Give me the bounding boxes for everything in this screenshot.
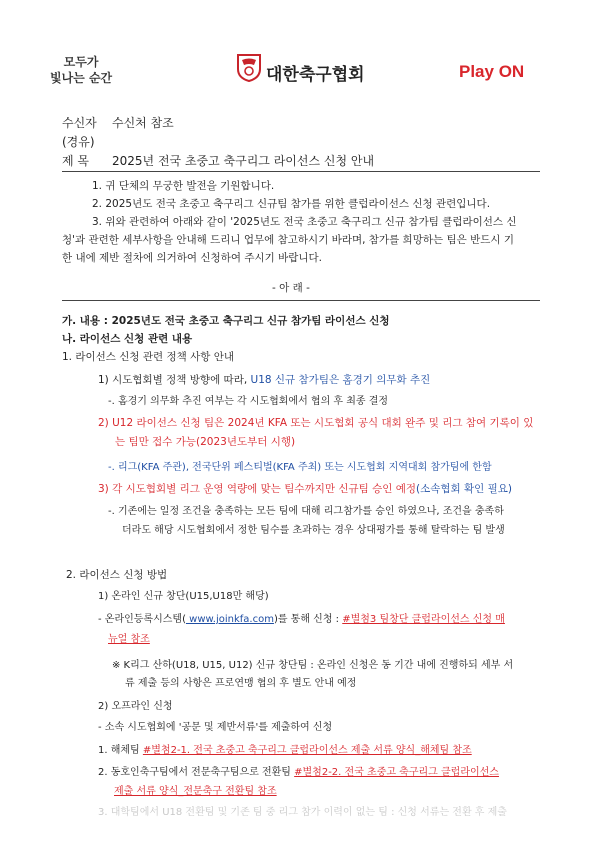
method-2-item-3-cut: 3. 대학팀에서 U18 전환팀 및 기존 팀 중 리그 참가 이력이 없는 팀 : 신청 서류는 전환 후 제출 xyxy=(98,807,507,818)
method-1-online xyxy=(98,610,505,625)
item-3-sub-1: -. 기존에는 일정 조건을 충족하는 모든 팀에 대해 리그참가를 승인 하였으나, 조건을 충족하 xyxy=(108,506,504,517)
section-na: 나. 라이선스 신청 관련 내용 xyxy=(62,333,193,345)
method-1-online-mid: )를 통해 신청 : xyxy=(273,614,343,625)
below-marker: - 아 래 - xyxy=(272,282,310,294)
method-2-item-1 xyxy=(98,741,472,756)
subject-value: 2025년 전국 초중고 축구리그 라이선스 신청 안내 xyxy=(112,154,375,168)
slogan-line-2: 빛나는 순간 xyxy=(50,71,113,85)
subject-label: 제 목 xyxy=(62,154,89,168)
paragraph-2: 2. 2025년도 전국 초중고 축구리그 신규팀 참가를 위한 클럽라이선스 신청 관련입니다. xyxy=(92,198,491,210)
item-1-sub: -. 홈경기 의무화 추진 여부는 각 시도협회에서 협의 후 최종 결정 xyxy=(108,396,389,407)
divider xyxy=(62,171,540,172)
via-label: (경유) xyxy=(62,135,95,149)
to-value: 수신처 참조 xyxy=(112,116,174,130)
attachment-3-ref: #별첨3 팀창단 클럽라이선스 신청 매 xyxy=(342,614,505,625)
method-2-item-2-prefix: 2. 동호인축구팀에서 전문축구팀으로 전환팀 xyxy=(98,767,295,778)
method-1: 1) 온라인 신규 창단(U15,U18만 해당) xyxy=(98,591,269,602)
item-2-line-2: 는 팀만 접수 가능(2023년도부터 시행) xyxy=(115,436,296,448)
item-2-sub: -. 리그(KFA 주관), 전국단위 페스티벌(KFA 주최) 또는 시도협회 지역대회 참가팀에 한함 xyxy=(108,462,492,473)
kleague-note-line-1: ※ K리그 산하(U18, U15, U12) 신규 창단팀 : 온라인 신청은 동 기간 내에 진행하되 세부 서 xyxy=(112,660,514,671)
item-3-text: 3) 각 시도협회별 리그 운영 역량에 맞는 팀수까지만 신규팀 승인 예정 xyxy=(98,483,417,495)
paragraph-3-line-1: 3. 위와 관련하여 아래와 같이 '2025년도 전국 초중고 축구리그 신규 참가팀 클럽라이선스 신 xyxy=(92,216,517,228)
item-3 xyxy=(98,481,512,496)
attachment-2-2-ref: #별첨2-2. 전국 초중고 축구리그 클럽라이선스 xyxy=(294,767,499,778)
item-3-note: (소속협회 확인 필요) xyxy=(416,483,513,495)
section-ga: 가. 내용 : 2025년도 전국 초중고 축구리그 신규 참가팀 라이선스 신청 xyxy=(62,315,390,327)
paragraph-3-line-3: 한 내에 제반 절차에 의거하여 신청하여 주시기 바랍니다. xyxy=(62,252,322,264)
subsection-2: 2. 라이선스 신청 방법 xyxy=(66,569,168,581)
attachment-3-ref-cont: 뉴얼 참조 xyxy=(108,634,150,645)
item-1-highlight: U18 신규 참가팀은 홈경기 의무화 추진 xyxy=(250,374,431,386)
attachment-2-1-ref: #별첨2-1. 전국 초중고 축구리그 클럽라이선스 제출 서류 양식_해체팀 참조 xyxy=(142,745,472,756)
method-1-online-prefix: - 온라인등록시스템( xyxy=(98,614,186,625)
kfa-emblem-icon xyxy=(236,52,262,86)
to-label: 수신자 xyxy=(62,116,97,130)
paragraph-3-line-2: 청'과 관련한 세부사항을 안내해 드리니 업무에 참고하시기 바라며, 참가를 희망하는 팀은 반드시 기 xyxy=(62,234,514,246)
method-2-item-2 xyxy=(98,763,499,778)
play-on-logo: Play ON xyxy=(459,62,525,81)
item-1 xyxy=(98,372,430,387)
paragraph-1: 1. 귀 단체의 무궁한 발전을 기원합니다. xyxy=(92,180,275,192)
method-2-desc: - 소속 시도협회에 '공문 및 제반서류'를 제출하여 신청 xyxy=(98,722,333,733)
kleague-note-line-2: 류 제출 등의 사항은 프로연맹 협의 후 별도 안내 예정 xyxy=(125,678,357,689)
slogan-line-1: 모두가 xyxy=(63,55,99,69)
item-3-sub-2: 더라도 해당 시도협회에서 정한 팀수를 초과하는 경우 상대평가를 통해 탈락하는 팀 발생 xyxy=(122,525,505,536)
slogan xyxy=(50,54,112,86)
subsection-1: 1. 라이선스 신청 관련 정책 사항 안내 xyxy=(62,351,235,363)
item-1-prefix: 1) 시도협회별 정책 방향에 따라, xyxy=(98,374,251,386)
method-2-item-1-prefix: 1. 해체팀 xyxy=(98,745,143,756)
org-name: 대한축구협회 xyxy=(266,65,365,85)
attachment-2-2-ref-cont: 제출 서류 양식_전문축구 전환팀 참조 xyxy=(114,786,277,797)
method-2: 2) 오프라인 신청 xyxy=(98,701,173,712)
item-2-line-1: 2) U12 라이선스 신청 팀은 2024년 KFA 또는 시도협회 공식 대회 완주 및 리그 참여 기록이 있 xyxy=(98,417,534,429)
divider xyxy=(62,300,540,301)
joinkfa-link[interactable]: www.joinkfa.com xyxy=(185,614,274,625)
